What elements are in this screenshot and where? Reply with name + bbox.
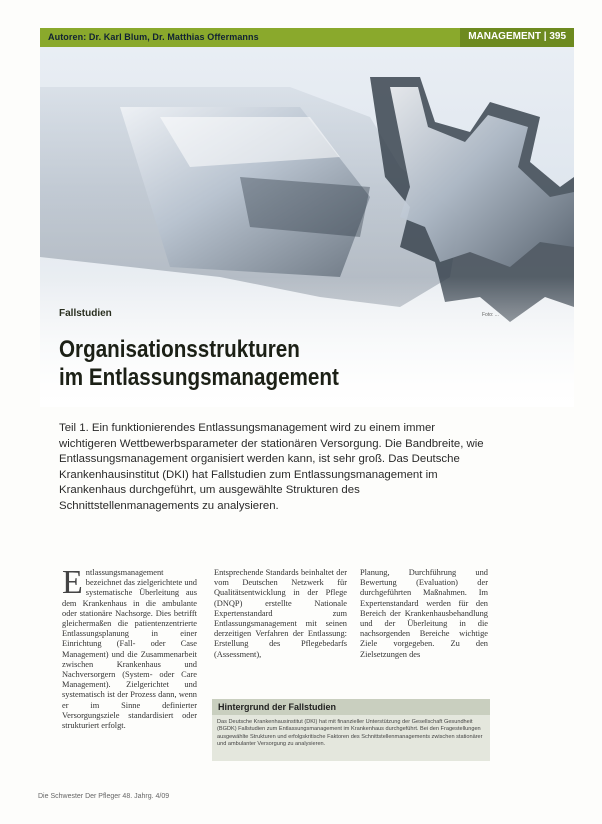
drop-cap: E <box>62 564 83 601</box>
title-line-2: im Entlassungsmanagement <box>59 364 339 391</box>
info-box-heading: Hintergrund der Fallstudien <box>212 699 490 715</box>
lead-paragraph: Teil 1. Ein funktionierendes Entlassungsmanagement wird zu einem immer wichtigeren Wettbewerbsparameter der stationären Versorgung. Die Bandbreite, wie Entlassungsmanagement organisiert werden kann, ist sehr groß. Das Deutsche Krankenhausinstitut (DKI) hat Fallstudien zum Entlassungsmanagement im Krankenhaus durchgeführt, um ausgewählte Strukturen des Schnittstellenmanagements zu analysieren. <box>59 422 484 512</box>
body-column-1 <box>62 564 197 731</box>
background-info-box <box>212 699 490 759</box>
section-page-label: MANAGEMENT | 395 <box>460 28 574 47</box>
info-box-text: Das Deutsche Krankenhausinstitut (DKI) hat mit finanzieller Unterstützung der Gesellschaft Gesundheit (BGDK) Fallstudien zum Entlassungsmanagement im Krankenhaus durchgeführt. Bei den Fragestellungen ausgewählte Strukturen und erfolgskritische Faktoren des Schnittstellenmanagements zwischen stationärer und ambulanter Versorgung zu analysieren. <box>212 715 490 761</box>
page-footer: Die Schwester Der Pfleger 48. Jahrg. 4/09 <box>38 793 170 800</box>
title-line-1: Organisationsstrukturen <box>59 336 300 363</box>
article-title <box>59 336 455 392</box>
rubric-label: Fallstudien <box>59 308 112 319</box>
body-column-3: Planung, Durchführung und Bewertung (Evaluation) der durchgeführten Maßnahmen. Im Expertenstandard werden für den Bereich der Krankenhausbehandlung und der Überleitung in die nachsorgenden Bereiche wichtige Ziele vorgegeben. Zu den Zielsetzungen des <box>360 568 488 659</box>
body-column-2: Entsprechende Standards beinhaltet der vom Deutschen Netzwerk für Qualitätsentwicklung in der Pflege (DNQP) erstellte Nationale Expertenstandard zum Entlassungsmanagement mit seinen derzeitigen Verfahren der Entlassung: Erstellung des Pflegebedarfs (Assessment), <box>214 568 347 659</box>
authors-line: Autoren: Dr. Karl Blum, Dr. Matthias Offermanns <box>40 28 460 47</box>
body-column-1-text: ntlassungsmanagement bezeichnet das zielgerichtete und systematische Überleitung aus dem Krankenhaus in die ambulante oder stationäre Nachsorge. Dies betrifft gleichermaßen die patientenzentrierte Entlassungsplanung in einer Einrichtung (Fall- oder Case Management) und die Zusammenarbeit zwischen Krankenhaus und Nachversorgern (System- oder Care Management). Zielgerichtet und systematisch ist der Prozess dann, wenn er im Sinne definierter Versorgungsziele standardisiert oder strukturiert erfolgt. <box>62 568 197 731</box>
photo-credit: Foto: ... <box>482 312 499 318</box>
page-header <box>40 28 574 47</box>
